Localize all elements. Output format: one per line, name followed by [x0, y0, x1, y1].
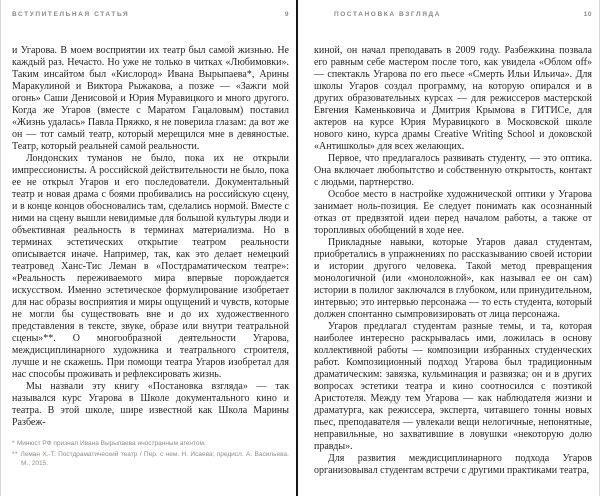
page-gutter-divider: [296, 0, 298, 496]
left-page: [12, 11, 289, 470]
footnote: ** Леман Х.-Т. Постдраматический театр / Пер. с нем. Н. Исаева; предисл. А. Васильева. М., 2015.: [12, 451, 289, 467]
page-number: 9: [284, 11, 289, 18]
left-page-edge: [0, 0, 1, 496]
paragraph: и Угарова. В моем восприятии их театр был самой жизнью. Не каждый раз. Нечасто. Но уже не только в читках «Любимовки». Таким инсайтом был «Кислород» Ивана Вырыпаева*, Арины Маракулиной и Виктора Рыжакова, а позже — «Зажги мой огонь» Саши Денисовой и Юрия Муравицкого и много другого. Когда же Угаров (вместе с Маратом Гацаловым) поставил «Жизнь удалась» Павла Пряжко, я не поверила глазам: да вот же он — тот самый театр, который мерещился мне в девяностые. Театр, который реальней самой реальности.: [12, 45, 289, 152]
right-page-body: [314, 45, 592, 477]
left-page-header: [12, 11, 289, 20]
paragraph: Прикладные навыки, которые Угаров давал студентам, приобретались в упражнениях по рассказыванию своей истории и истории другого человека. Такой метод превращения монологичной (или «моноложной», как называл ее он сам) истории в полилог заключался в глубоком, или принудительном, интервью; это интервью персонажа — то есть студента, который должен спонтанно сымпровизировать от лица персонажа.: [314, 237, 592, 320]
paragraph: Лондонских туманов не было, пока их не открыли импрессионисты. А российской действительности не было, пока ее не открыл Угаров и его последователи. Документальный театр и новая драма с боями пробивались на российскую сцену, и в конце концов обосновались там, сделались нормой. Вместе с ними на сцену вышли невидимые для большой культуры люди и объективная реальность в терминах материализма. Но в терминах эстетических открытие театром реальности описывается иначе. Например, так, как это делает немецкий театровед Ханс-Тис Леман в «Постдраматическом театре»: «Реальность переживаемого мира впервые порождается искусством. Именно эстетическое формулирование изобретает для нас образы восприятия и миры ощущений и чувств, которые не могли бы существовать вне и до их художественного представления в тексте, звуке, образе или внутри театральной сцены»**. О многообразной деятельности Угарова, междисциплинарного художника и театрального строителя, лучше и не скажешь. При помощи театра Угаров изобретал для нас способы проживать и рефлексировать жизнь.: [12, 153, 289, 380]
running-head: ПОСТАНОВКА ВЗГЛЯДА: [334, 11, 441, 18]
footnotes: [12, 439, 289, 468]
paragraph: Угаров предлагал студентам разные темы, и та, которая наиболее интересно раскрывалась ими, ложилась в основу коллективной работы — композиции избранных студенческих работ. Композиционный подход Угарова был традиционным драматическим: завязка, кульминация и развязка; он и в других вопросах эстетики театра и кино соотносился с поэтикой Аристотеля. Между тем Угарова — как наблюдателя жизни и драматурга, как режиссера, эксперта, читавшего тонны новых пьес, преподавателя — увлекали вещи нелогичные, непонятные, неправильные, но захватившие в ловушки «некоторую долю правды».: [314, 321, 592, 452]
paragraph: Особое место в настройке художнической оптики у Угарова занимает ноль-позиция. Ее следует понимать как осознанный отказ от предвзятой идеи перед началом работы, а также от торопливых обобщений в ходе нее.: [314, 189, 592, 236]
paragraph: Мы назвали эту книгу «Постановка взгляда» — так назывался курс Угарова в Школе документального кино и театра. В этой школе, шире известной как Школа Марины Разбеж-: [12, 381, 289, 428]
footnote-marker: **: [12, 451, 19, 458]
left-page-body: [12, 45, 289, 429]
right-page: [314, 11, 592, 477]
page-number: 10: [583, 11, 592, 18]
right-page-header: [314, 11, 592, 20]
footnote-marker: *: [12, 440, 16, 447]
paragraph: киной, он начал преподавать в 2009 году. Разбежкина позвала его равным себе мастером после того, как увидела «Облом off» — спектакль Угарова по его пьесе «Смерть Ильи Ильича». Для школы Угаров создал программу, на которую опирался и в других образовательных курсах — для режиссеров мастерской Евгения Каменьковича и Дмитрия Крымова в ГИТИСе, для актеров на курсе Юрия Муравицкого в Московской школе нового кино, курса драмы Creative Writing School и доковской «Антишколы» для всех желающих.: [314, 45, 592, 152]
paragraph: Первое, что предлагалось развивать студенту, — это оптика. Она включает любопытство и собственную открытость, контакт с людьми, партнерство.: [314, 153, 592, 188]
footnote: * Минюст РФ признал Ивана Вырыпаева иностранным агентом.: [12, 440, 206, 447]
paragraph: Для развития междисциплинарного подхода Угаров организовывал студентам встречи с другими практиками театра,: [314, 453, 592, 476]
running-head: ВСТУПИТЕЛЬНАЯ СТАТЬЯ: [12, 11, 130, 18]
